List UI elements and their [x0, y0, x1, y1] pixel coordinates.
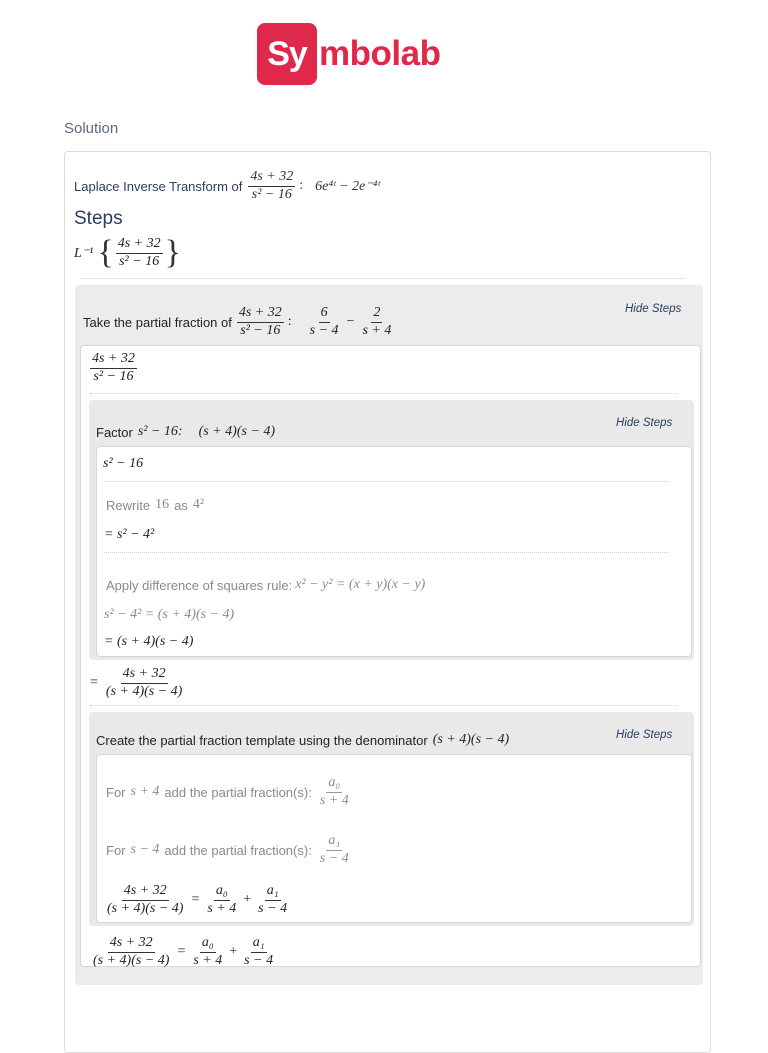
symbolab-logo[interactable]: [257, 23, 440, 85]
header-fraction-num: 4s + 32: [248, 170, 295, 187]
step1-expr-fraction: [90, 352, 137, 384]
final-equation: [89, 936, 277, 968]
template-for-1: [106, 776, 353, 808]
step1-result-term1: [308, 306, 341, 338]
right-brace: }: [164, 234, 181, 271]
template-eq-sign: =: [191, 892, 200, 908]
step1-r1-num: 6: [319, 306, 330, 323]
template-term-1: [205, 884, 238, 916]
for2-b: s − 4: [130, 842, 160, 858]
divider: [80, 278, 685, 279]
for1-a: For: [106, 784, 126, 800]
final-t2-den: s − 4: [244, 952, 274, 968]
header-fraction: [248, 170, 295, 202]
final-num: 4s + 32: [108, 936, 155, 953]
factor-line-3: s² − 4² = (s + 4)(s − 4): [104, 607, 235, 622]
template-t1-num: a₀: [214, 884, 230, 901]
hide-steps-button[interactable]: Hide Steps: [625, 303, 682, 315]
template-t2-num: a₁: [265, 884, 281, 901]
difference-of-squares-step: [106, 577, 425, 593]
step-factor-title: [96, 424, 275, 440]
step1-expr-num: 4s + 32: [90, 352, 137, 369]
final-plus: +: [229, 944, 238, 960]
final-t1-den: s + 4: [193, 952, 223, 968]
for2-a: For: [106, 842, 126, 858]
template-eq-lhs: [105, 884, 185, 916]
logo-badge: Sy: [257, 23, 317, 85]
template-t2-den: s − 4: [258, 900, 288, 916]
laplace-expression: [74, 236, 181, 270]
after-factor-num: 4s + 32: [121, 667, 168, 684]
divider: [90, 393, 678, 394]
for2-den: s − 4: [319, 850, 349, 866]
step1-num: 4s + 32: [237, 306, 284, 323]
rewrite-step: [106, 497, 204, 513]
laplace-operator: L⁻¹: [74, 245, 94, 261]
step1-prefix: Take the partial fraction of: [83, 314, 232, 330]
step1-den: s² − 16: [240, 322, 281, 338]
solution-label: Solution: [64, 120, 119, 137]
steps-title: Steps: [74, 208, 123, 229]
step1-fraction: [237, 306, 284, 338]
template-equation: [103, 884, 291, 916]
template-eq-num: 4s + 32: [122, 884, 169, 901]
rewrite-a: 16: [155, 497, 170, 512]
template-plus: +: [243, 892, 252, 908]
template-title-text: Create the partial fraction template using the denominator: [96, 732, 428, 748]
factor-line-1: s² − 16: [103, 456, 144, 471]
hide-steps-button[interactable]: Hide Steps: [616, 417, 673, 429]
for2-num: a₁: [326, 834, 342, 851]
for1-den: s + 4: [319, 792, 349, 808]
header-colon: :: [299, 178, 304, 194]
step-template-title: [96, 732, 509, 748]
step1-colon: :: [287, 314, 292, 330]
for1-num: a₀: [326, 776, 342, 793]
rule-formula: x² − y² = (x + y)(x − y): [295, 577, 426, 592]
after-factor-expression: [90, 667, 186, 699]
final-term-2: [242, 936, 275, 968]
laplace-den: s² − 16: [119, 253, 160, 269]
factor-prefix: Factor: [96, 424, 133, 440]
for1-b: s + 4: [130, 784, 160, 800]
laplace-num: 4s + 32: [116, 237, 163, 254]
step1-expr-den: s² − 16: [93, 368, 134, 384]
final-t1-num: a₀: [200, 936, 216, 953]
step1-r2-den: s + 4: [362, 322, 392, 338]
after-factor-den: (s + 4)(s − 4): [105, 683, 183, 699]
step1-result-term2: [360, 306, 393, 338]
divider: [104, 481, 669, 482]
factor-line-4: = (s + 4)(s − 4): [104, 634, 194, 649]
final-eq-sign: =: [177, 944, 186, 960]
for2-fraction: [318, 834, 351, 866]
header-prefix: Laplace Inverse Transform of: [74, 178, 243, 194]
factor-result: (s + 4)(s − 4): [198, 424, 276, 439]
divider: [90, 705, 678, 706]
step1-r1-den: s − 4: [309, 322, 339, 338]
step1-expression: [88, 352, 139, 384]
for2-c: add the partial fraction(s):: [164, 842, 312, 858]
factor-expr: s² − 16:: [137, 424, 183, 439]
step1-minus: −: [346, 314, 355, 330]
after-factor-eq: =: [90, 675, 98, 691]
template-den: (s + 4)(s − 4): [432, 732, 510, 747]
for1-c: add the partial fraction(s):: [164, 784, 312, 800]
final-den: (s + 4)(s − 4): [93, 952, 170, 968]
template-term-2: [256, 884, 289, 916]
logo-wordmark: mbolab: [319, 34, 441, 73]
template-t1-den: s + 4: [207, 900, 237, 916]
factor-line-2: = s² − 4²: [104, 527, 155, 542]
final-lhs: [91, 936, 171, 968]
laplace-fraction: [116, 237, 163, 269]
final-t2-num: a₁: [251, 936, 267, 953]
header-result: 6e⁴ᵗ − 2e⁻⁴ᵗ: [315, 178, 380, 194]
after-factor-fraction: [104, 667, 184, 699]
header-fraction-den: s² − 16: [251, 186, 292, 202]
left-brace: {: [97, 234, 114, 271]
rewrite-as: as: [174, 497, 188, 513]
template-eq-den: (s + 4)(s − 4): [107, 900, 184, 916]
problem-header: [74, 170, 380, 202]
step-partial-fraction-title: [83, 306, 395, 338]
for1-fraction: [318, 776, 351, 808]
step1-r2-num: 2: [371, 306, 382, 323]
final-term-1: [191, 936, 224, 968]
rule-text: Apply difference of squares rule:: [106, 577, 293, 593]
template-for-2: [106, 834, 353, 866]
hide-steps-button[interactable]: Hide Steps: [616, 729, 673, 741]
divider: [104, 552, 669, 553]
rewrite-text: Rewrite: [106, 497, 151, 513]
rewrite-b: 4²: [192, 497, 205, 512]
